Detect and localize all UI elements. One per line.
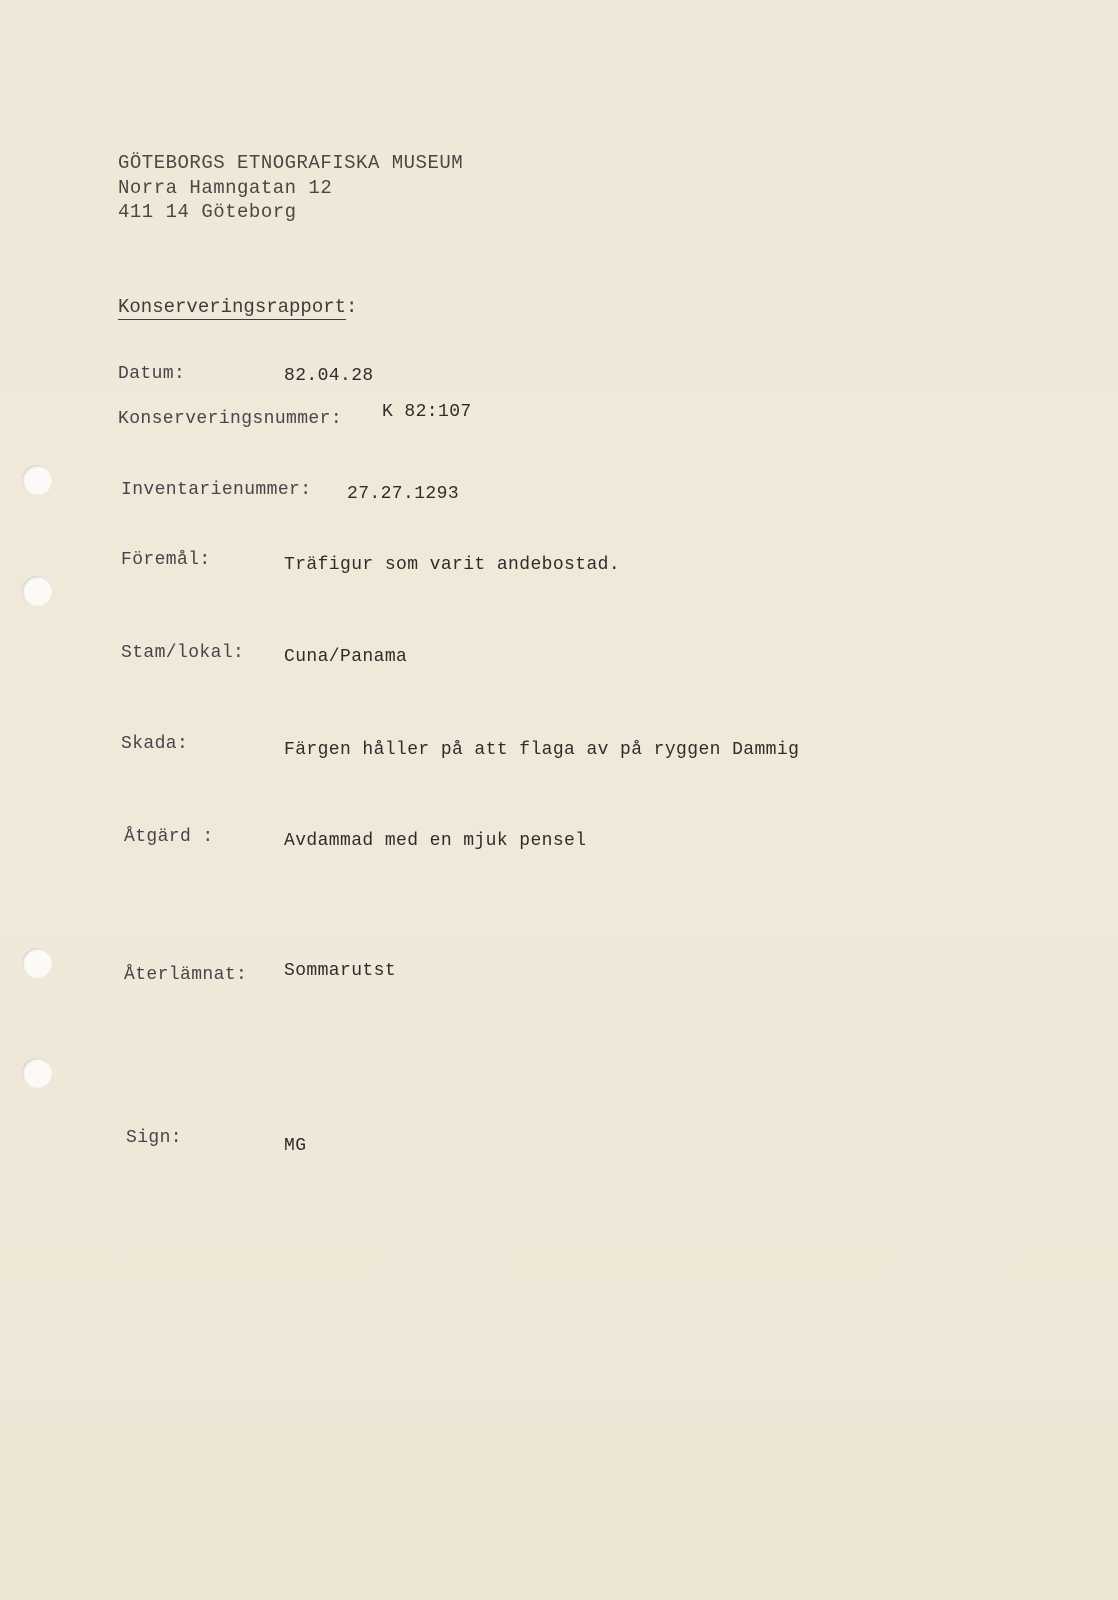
datum-label: Datum: — [118, 364, 186, 384]
inventarienummer-label: Inventarienummer: — [121, 480, 312, 500]
punch-hole — [22, 576, 52, 606]
stam-lokal-label: Stam/lokal: — [121, 643, 245, 663]
konserveringsnummer-label: Konserveringsnummer: — [118, 409, 343, 429]
report-title-text: Konserveringsrapport — [118, 296, 347, 318]
punch-hole — [22, 1058, 52, 1088]
museum-city: 411 14 Göteborg — [118, 201, 297, 223]
foremal-label: Föremål: — [121, 550, 211, 570]
aterlamnat-label: Återlämnat: — [124, 965, 248, 985]
punch-hole — [22, 465, 52, 495]
datum-value: 82.04.28 — [284, 366, 374, 386]
museum-street: Norra Hamngatan 12 — [118, 177, 333, 199]
stam-lokal-value: Cuna/Panama — [284, 647, 408, 667]
inventarienummer-value: 27.27.1293 — [347, 484, 460, 504]
report-title — [118, 296, 357, 318]
skada-value: Färgen håller på att flaga av på ryggen Dammig — [284, 740, 800, 760]
konserveringsnummer-value: K 82:107 — [382, 402, 472, 422]
sign-value: MG — [284, 1136, 307, 1156]
foremal-value: Träfigur som varit andebostad. — [284, 555, 621, 575]
report-title-colon: : — [346, 296, 358, 318]
sign-label: Sign: — [126, 1128, 183, 1148]
museum-name: GÖTEBORGS ETNOGRAFISKA MUSEUM — [118, 152, 464, 174]
atgard-label: Åtgärd : — [124, 827, 214, 847]
punch-hole — [22, 948, 52, 978]
atgard-value: Avdammad med en mjuk pensel — [284, 831, 587, 851]
aterlamnat-value: Sommarutst — [284, 961, 397, 981]
skada-label: Skada: — [121, 734, 189, 754]
